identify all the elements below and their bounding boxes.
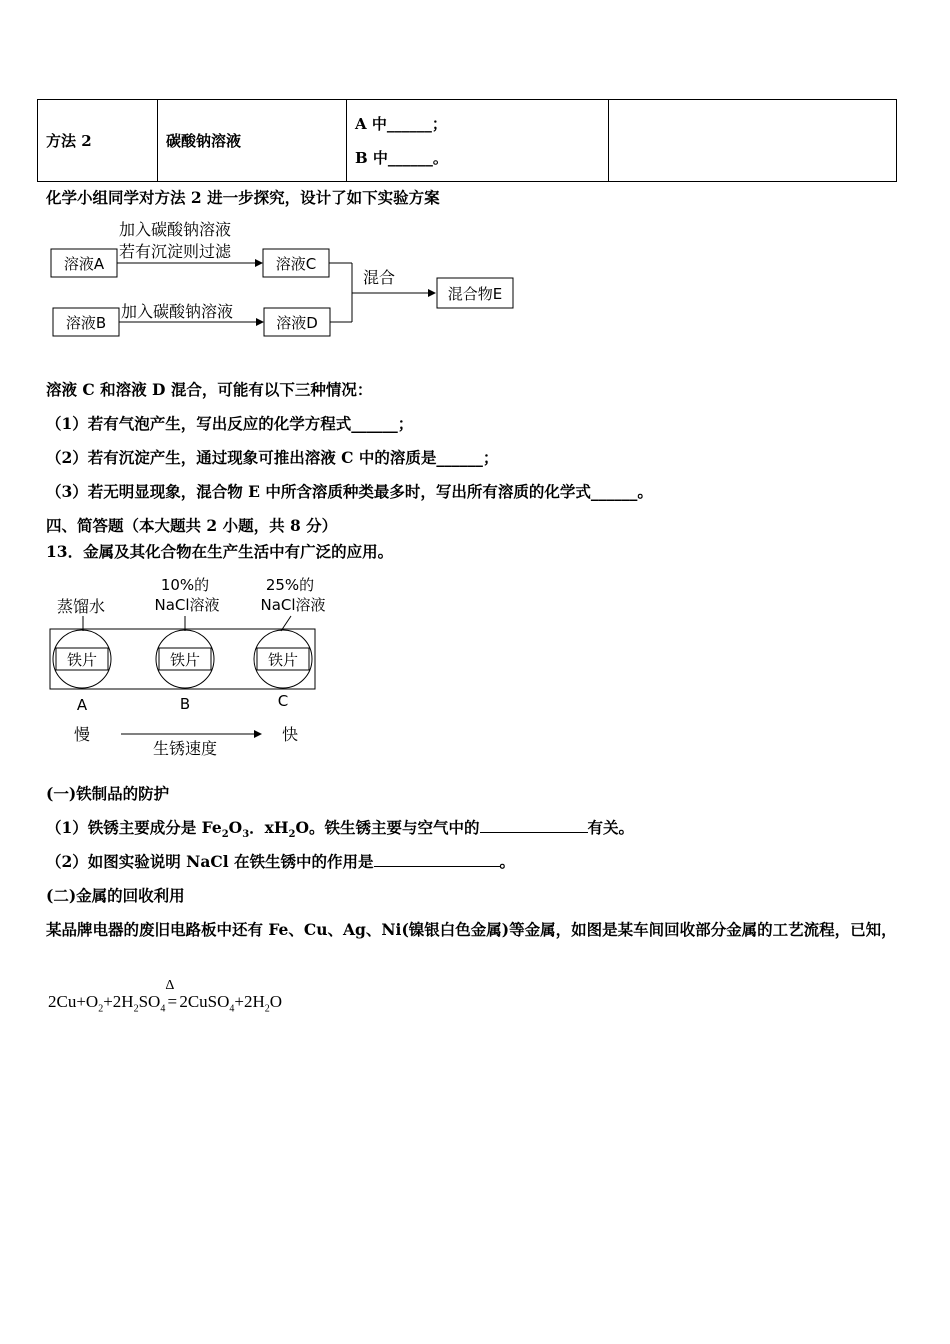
label-speed: 生锈速度 [152,739,218,758]
protection-q1: （1）铁锈主要成分是 $Fe_2O_3$．$xH_2O$。铁生锈主要与空气中的 有关。 [46,818,635,841]
plate-b-label: 铁片 [169,651,201,669]
intro-text: 化学小组同学对方法 2 进一步探究，设计了如下实验方案 [46,188,440,207]
label-b-1: 10%的 [160,576,210,594]
delta-symbol: Δ [165,978,175,993]
chemical-equation: $2Cu+O_2+2H_2SO_4$ Δ = $2CuSO_4+2H_2O$ [48,978,283,1015]
letter-a: A [76,696,88,714]
box-a-label: 溶液A [63,255,105,273]
label-fast: 快 [282,725,299,744]
protection-q2: （2）如图实验说明 NaCl 在铁生锈中的作用是 。 [46,852,516,871]
plate-a-label: 铁片 [66,651,98,669]
box-c-label: 溶液C [275,255,317,273]
question-13: 13．金属及其化合物在生产生活中有广泛的应用。 [46,542,394,561]
answer-blank[interactable] [480,832,588,833]
result-a: A 中______； [355,114,447,133]
part-2-heading: (二)金属的回收利用 [46,886,185,905]
label-c-2: NaCl溶液 [260,596,326,614]
question-1: （1）若有气泡产生，写出反应的化学方程式______； [46,414,414,433]
result-cell [347,100,609,182]
label-b-2: NaCl溶液 [154,596,220,614]
label-c-1: 25%的 [265,576,315,594]
box-e-label: 混合物E [447,285,503,303]
letter-b: B [179,695,191,713]
recycle-text: 某品牌电器的废旧电路板中还有 Fe、Cu、Ag、Ni(镍银白色金属)等金属，如图是某车间回收部分金属的工艺流程，已知， [46,920,897,939]
table-row [38,100,897,182]
question-3: （3）若无明显现象，混合物 E 中所含溶质种类最多时，写出所有溶质的化学式______。 [46,482,653,501]
box-d-label: 溶液D [276,314,318,332]
reagent-cell: 碳酸钠溶液 [158,100,347,182]
section-heading: 四、简答题（本大题共 2 小题，共 8 分） [46,516,338,535]
result-b: B 中______。 [355,148,448,167]
method-table [37,99,897,182]
mix-intro: 溶液 C 和溶液 D 混合，可能有以下三种情况： [46,380,373,399]
flow-label-ac-2: 若有沉淀则过滤 [119,242,232,261]
rust-figure [45,568,345,768]
part-1-heading: (一)铁制品的防护 [46,784,170,803]
flow-label-mix: 混合 [363,268,396,287]
heat-equals: Δ = [165,978,178,1011]
letter-c: C [277,692,289,710]
label-slow: 慢 [74,725,91,744]
question-2: （2）若有沉淀产生，通过现象可推出溶液 C 中的溶质是______； [46,448,499,467]
box-b-label: 溶液B [65,314,107,332]
flow-label-bd: 加入碳酸钠溶液 [121,302,234,321]
answer-blank[interactable] [374,866,500,867]
label-distilled-water: 蒸馏水 [57,597,106,616]
plate-c-label: 铁片 [267,651,299,669]
method-cell: 方法 2 [38,100,158,182]
empty-cell [609,100,897,182]
flow-label-ac-1: 加入碳酸钠溶液 [119,220,232,239]
flow-diagram [45,215,525,345]
